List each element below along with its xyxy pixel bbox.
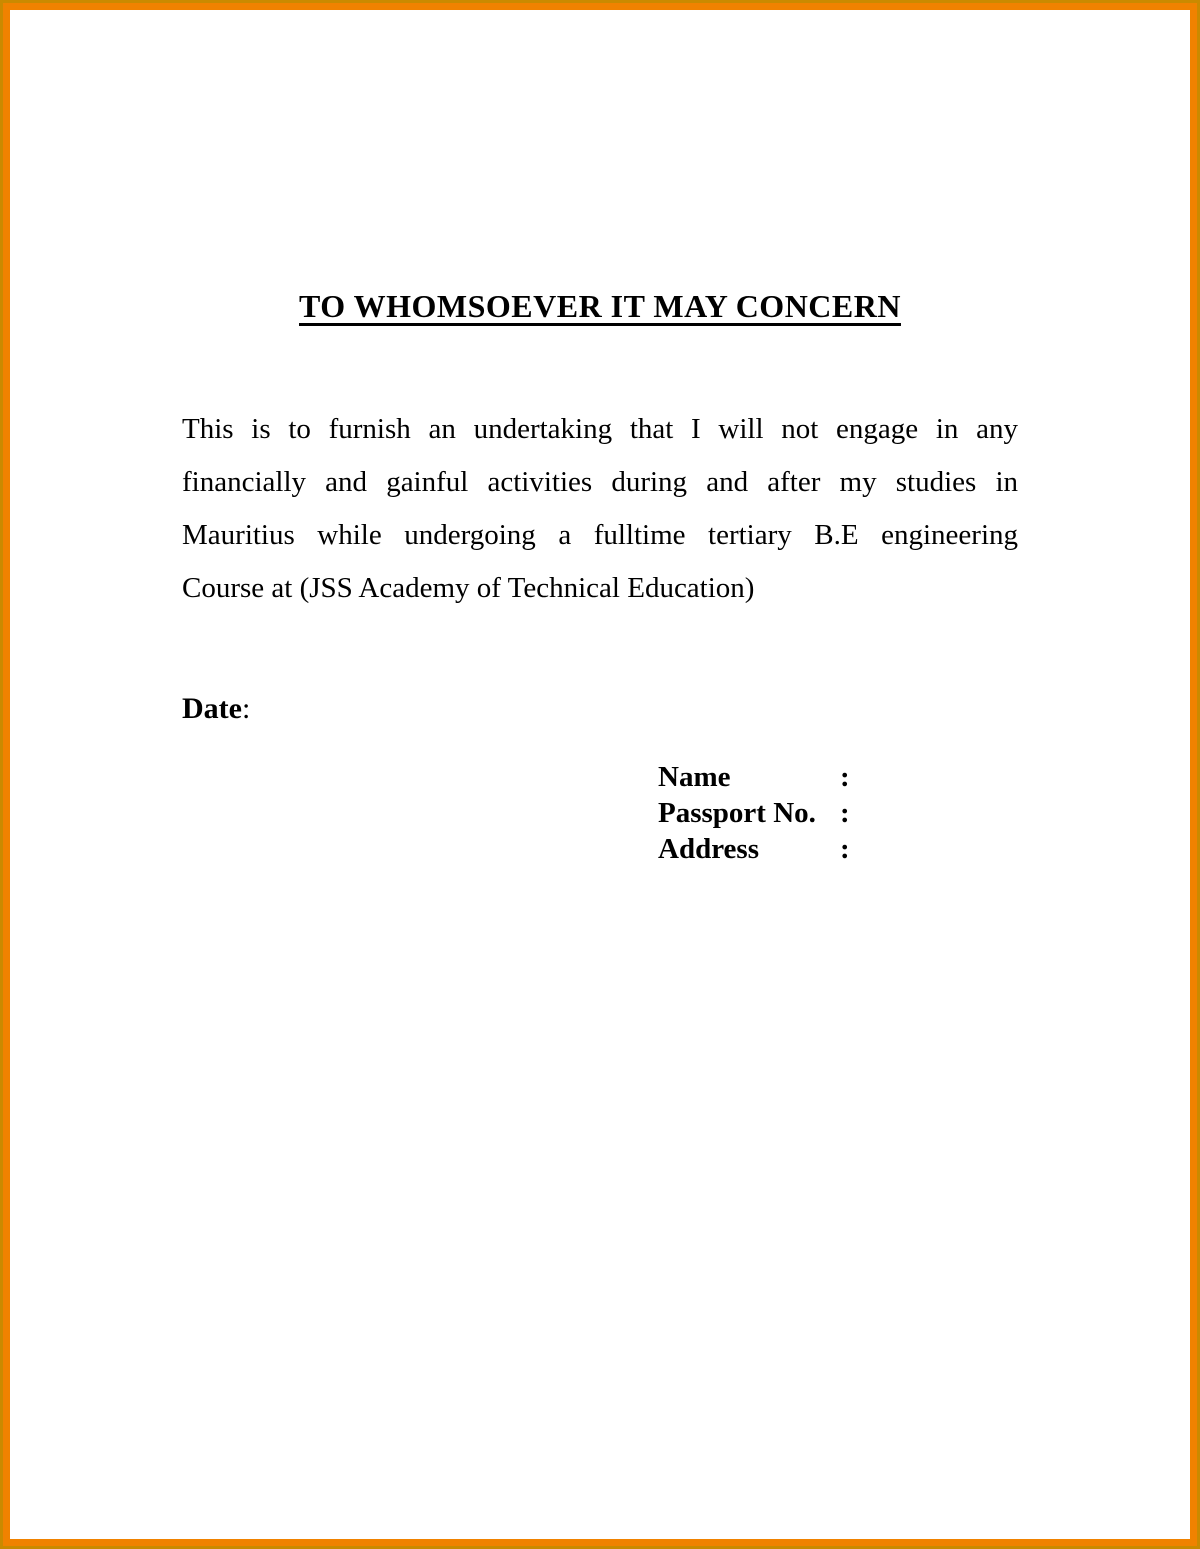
name-field-value — [862, 759, 1190, 795]
body-line-4: Course at (JSS Academy of Technical Education) — [182, 572, 755, 604]
field-row-name — [658, 759, 1190, 795]
field-row-passport — [658, 795, 1190, 831]
date-colon: : — [241, 692, 251, 725]
name-field-colon: : — [840, 761, 850, 793]
address-field-colon: : — [840, 833, 850, 865]
body-line-2: financially and gainful activities during and after my studies in — [182, 466, 1018, 498]
page-border-inner — [3, 3, 1197, 1546]
address-field-value — [862, 831, 1190, 867]
passport-field-colon: : — [840, 797, 850, 829]
name-field-label: Name — [658, 761, 731, 793]
address-field-label: Address — [658, 833, 759, 865]
passport-field-label: Passport No. — [658, 797, 816, 829]
body-paragraph — [182, 403, 1018, 615]
passport-field-value — [862, 795, 1190, 831]
page-title-text: TO WHOMSOEVER IT MAY CONCERN — [299, 288, 901, 324]
body-line-3: Mauritius while undergoing a fulltime tertiary B.E engineering — [182, 519, 1018, 551]
date-line — [182, 691, 1190, 727]
fields-block — [658, 759, 1190, 867]
field-row-address — [658, 831, 1190, 867]
body-line-1: This is to furnish an undertaking that I will not engage in any — [182, 413, 1018, 445]
date-label: Date — [182, 692, 242, 725]
page-title — [10, 10, 1190, 325]
